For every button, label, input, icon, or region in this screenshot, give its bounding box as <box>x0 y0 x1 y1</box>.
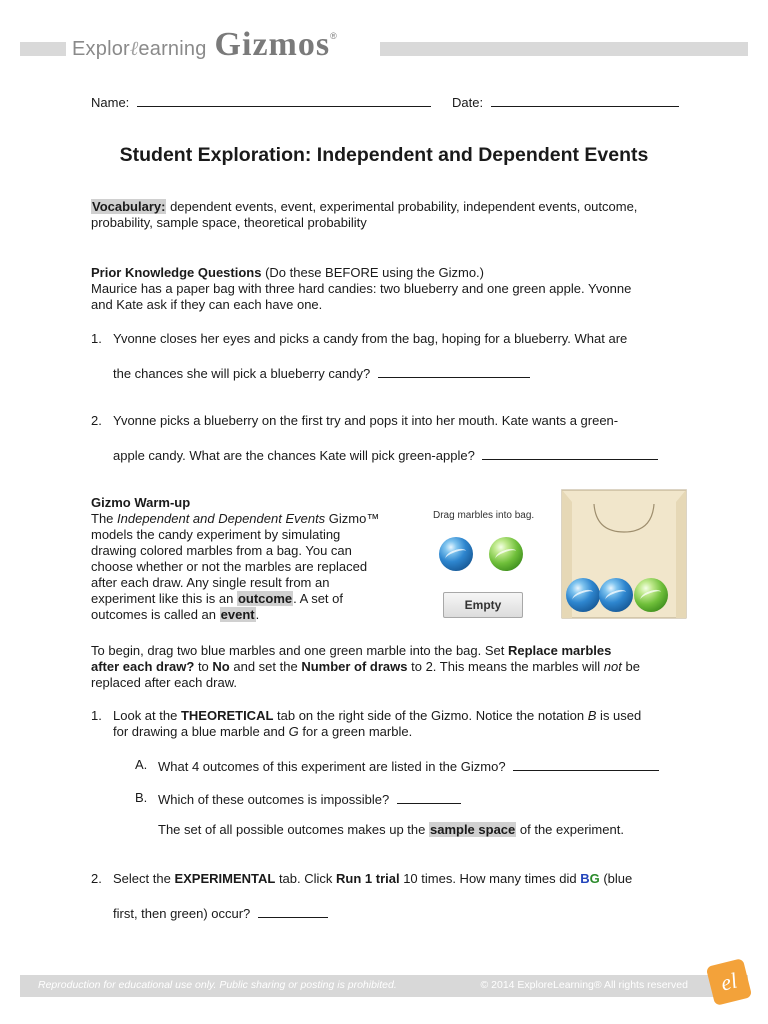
page-title: Student Exploration: Independent and Dependent Events <box>119 144 649 166</box>
instr-l2a: after each draw? <box>91 659 195 674</box>
warmup-heading: Gizmo Warm-up <box>91 495 191 510</box>
empty-button[interactable]: Empty <box>443 592 523 618</box>
instr-l2f: to 2. This means the marbles will <box>407 659 604 674</box>
blue-marble-in-bag-1[interactable] <box>566 578 600 612</box>
prior-q2-answer[interactable] <box>482 446 658 460</box>
q2-l1c: tab. Click <box>275 871 337 886</box>
brand-explore: Explor <box>72 38 130 60</box>
header-bar-right <box>380 42 748 56</box>
date-label: Date: <box>452 95 484 110</box>
warmup-l7b: . <box>255 607 260 622</box>
prior-heading: Prior Knowledge Questions <box>91 265 262 280</box>
q2-l2: first, then green) occur? <box>113 906 251 921</box>
explorelearning-el-logo: el <box>706 958 753 1006</box>
warmup-l1b: Gizmo™ <box>325 511 380 526</box>
instr-l2c: No <box>212 659 230 674</box>
warmup-block <box>91 495 411 623</box>
footer-copyright: © 2014 ExploreLearning® All rights reserved <box>480 979 688 991</box>
q2-l1e: 10 times. How many times did <box>399 871 581 886</box>
instr-l1a: To begin, drag two blue marbles and one green marble into the bag. Set <box>91 643 508 658</box>
prior-q2-line1: Yvonne picks a blueberry on the first try and pops it into her mouth. Kate wants a green- <box>113 413 619 428</box>
brand-gizmos: Gizmos <box>214 26 331 63</box>
q2-l1g: (blue <box>599 871 633 886</box>
instr-l2g: not <box>603 659 622 674</box>
q2-number: 2. <box>91 871 102 886</box>
term-sample-space: sample space <box>429 822 516 837</box>
prior-q1-line2 <box>113 364 530 382</box>
q2-b-letter: B <box>580 871 590 886</box>
q2-bg-notation <box>580 871 600 886</box>
q1-l1b: THEORETICAL <box>180 708 274 723</box>
q1-l1d: B <box>587 708 597 723</box>
term-event: event <box>220 607 255 622</box>
qB-row <box>158 790 461 808</box>
q1-text <box>113 708 693 740</box>
q1-l1a: Look at the <box>113 708 181 723</box>
vocabulary-line1: dependent events, event, experimental probability, independent events, outcome, <box>166 199 638 214</box>
green-marble-source[interactable] <box>489 537 523 571</box>
sample-space-note <box>158 822 624 838</box>
vocabulary-block <box>91 199 691 231</box>
qA-answer[interactable] <box>513 757 659 771</box>
warmup-l2: models the candy experiment by simulating <box>91 527 341 542</box>
blue-marble-source[interactable] <box>439 537 473 571</box>
q2-line1 <box>113 871 632 887</box>
prior-q1-line1: Yvonne closes her eyes and picks a candy from the bag, hoping for a blueberry. What are <box>113 331 628 346</box>
brand-learning: earning <box>138 38 207 60</box>
instr-l2b: to <box>194 659 213 674</box>
warmup-l4: choose whether or not the marbles are replaced <box>91 559 368 574</box>
warmup-l3: drawing colored marbles from a bag. You can <box>91 543 352 558</box>
prior-knowledge-block <box>91 265 691 313</box>
q2-answer[interactable] <box>258 904 328 918</box>
prior-note: (Do these BEFORE using the Gizmo.) <box>261 265 484 280</box>
date-row <box>452 93 679 111</box>
prior-q2-text: apple candy. What are the chances Kate will pick green-apple? <box>113 448 475 463</box>
ss-b: of the experiment. <box>516 822 624 837</box>
q2-g-letter: G <box>589 871 600 886</box>
prior-q2-number: 2. <box>91 413 102 428</box>
term-outcome: outcome <box>237 591 293 606</box>
instr-l1b: Replace marbles <box>508 643 612 658</box>
name-field[interactable] <box>137 93 431 107</box>
vocabulary-label: Vocabulary: <box>92 199 166 214</box>
blue-marble-in-bag-2[interactable] <box>599 578 633 612</box>
warmup-l5: after each draw. Any single result from an <box>91 575 330 590</box>
q1-l1e: is used <box>596 708 642 723</box>
q2-line2 <box>113 904 328 922</box>
name-row <box>91 93 431 111</box>
brand-registered: ® <box>330 31 337 41</box>
prior-q1-text: the chances she will pick a blueberry candy? <box>113 366 371 381</box>
gizmo-caption: Drag marbles into bag. <box>433 510 535 521</box>
warmup-l7a: outcomes is called an <box>91 607 220 622</box>
footer-disclaimer: Reproduction for educational use only. Public sharing or posting is prohibited. <box>38 979 397 991</box>
vocabulary-line2: probability, sample space, theoretical probability <box>91 215 367 230</box>
name-label: Name: <box>91 95 130 110</box>
brand-l-glyph: ℓ <box>129 38 139 60</box>
q2-l1b: EXPERIMENTAL <box>174 871 276 886</box>
prior-q2-line2 <box>113 446 658 464</box>
q2-l1d: Run 1 trial <box>336 871 400 886</box>
date-field[interactable] <box>491 93 679 107</box>
qB-label: B. <box>135 790 148 805</box>
instructions-block <box>91 643 691 691</box>
instr-l3: replaced after each draw. <box>91 675 237 690</box>
prior-q1-answer[interactable] <box>378 364 530 378</box>
qA-text: What 4 outcomes of this experiment are listed in the Gizmo? <box>158 759 506 774</box>
warmup-gizmo-name: Independent and Dependent Events <box>117 511 326 526</box>
qA-row <box>158 757 659 775</box>
instr-l2d: and set the <box>229 659 302 674</box>
qA-label: A. <box>135 757 148 772</box>
q1-l2a: for drawing a blue marble and <box>113 724 289 739</box>
ss-a: The set of all possible outcomes makes up the <box>158 822 429 837</box>
warmup-l6b: . A set of <box>293 591 343 606</box>
prior-line1: Maurice has a paper bag with three hard candies: two blueberry and one green apple. Yvonne <box>91 281 632 296</box>
q1-l2c: for a green marble. <box>298 724 413 739</box>
q2-l1a: Select the <box>113 871 175 886</box>
warmup-l1a: The <box>91 511 118 526</box>
q1-l2b: G <box>288 724 299 739</box>
q1-l1c: tab on the right side of the Gizmo. Notice the notation <box>273 708 588 723</box>
explorelearning-gizmos-logo <box>66 26 347 66</box>
warmup-l6a: experiment like this is an <box>91 591 237 606</box>
green-marble-in-bag[interactable] <box>634 578 668 612</box>
instr-l2h: be <box>621 659 640 674</box>
qB-text: Which of these outcomes is impossible? <box>158 792 390 807</box>
qB-answer[interactable] <box>397 790 461 804</box>
prior-line2: and Kate ask if they can each have one. <box>91 297 323 312</box>
instr-l2e: Number of draws <box>301 659 408 674</box>
q1-number: 1. <box>91 708 102 723</box>
prior-q1-number: 1. <box>91 331 102 346</box>
footer-bar <box>20 975 748 997</box>
